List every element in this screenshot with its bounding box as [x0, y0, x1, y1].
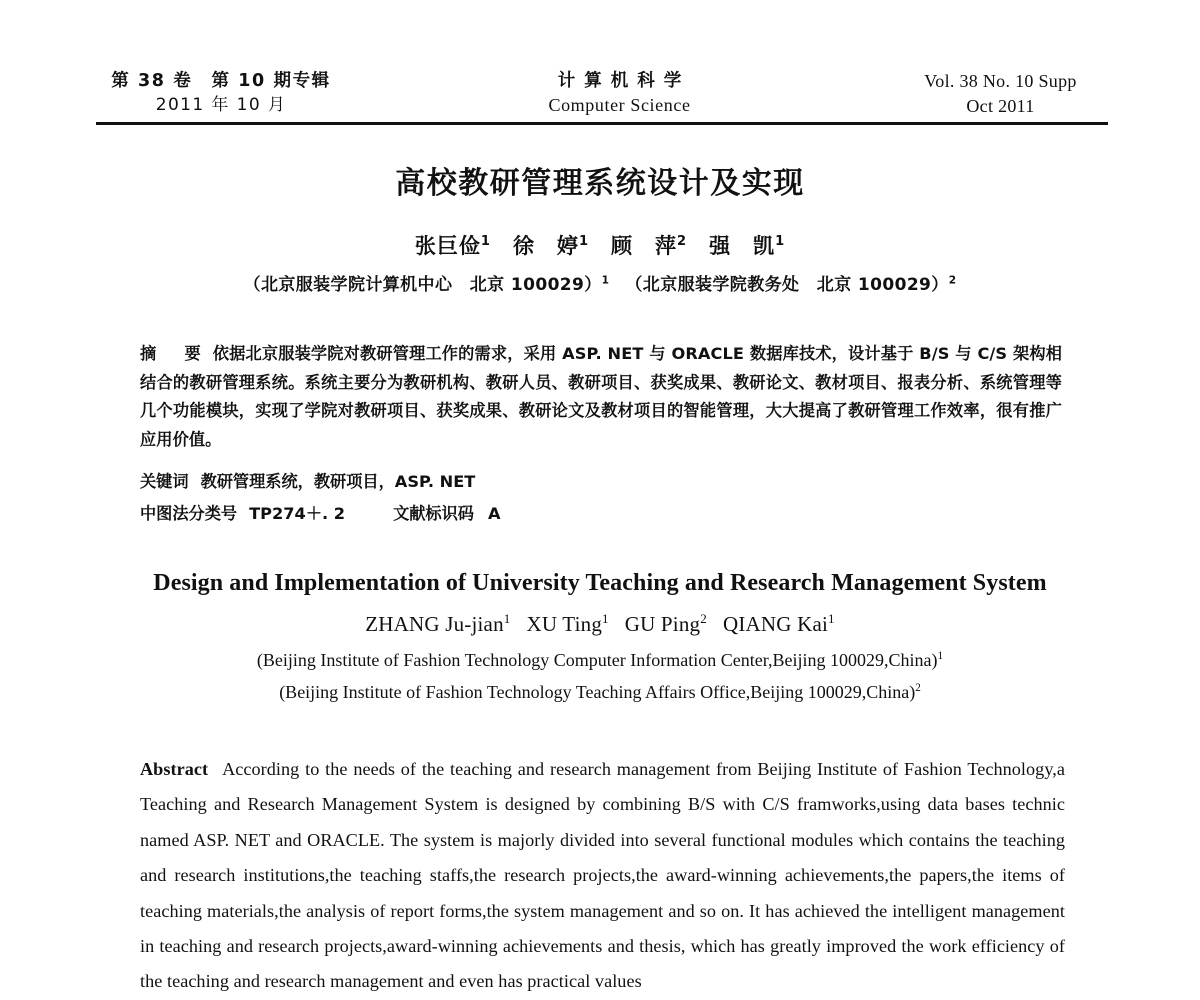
clc-value: TP274＋. 2: [249, 504, 346, 523]
author-en-1: ZHANG Ju-jian$^1$: [365, 611, 511, 636]
author-en-3-affil-marker: 2: [700, 611, 707, 626]
document-code-label: 文献标识码: [393, 504, 474, 523]
journal-running-head: [96, 70, 1108, 119]
author-cn-4-affil-marker: 1: [775, 234, 786, 249]
running-head-center: [500, 70, 740, 118]
author-cn-1: 张巨俭$^1$: [414, 234, 491, 258]
affiliation-en-2: [0, 682, 1200, 703]
running-head-left: [96, 70, 346, 117]
affiliation-cn-1-marker: 1: [601, 274, 610, 287]
header-divider-rule: [96, 122, 1108, 125]
abstract-cn-label: 摘 要: [140, 344, 207, 363]
journal-title-cn: 计算机科学: [557, 71, 691, 91]
clc-line: [140, 500, 501, 528]
keywords-cn: [140, 468, 475, 496]
author-en-3: GU Ping$^2$: [624, 611, 707, 636]
affiliation-en-1-text: (Beijing Institute of Fashion Technology Computer Information Center,Beijing 100029,China): [256, 650, 938, 670]
abstract-en: [140, 752, 1065, 1000]
author-en-1-affil-marker: 1: [503, 611, 511, 626]
keywords-cn-text: 教研管理系统，教研项目，ASP. NET: [200, 472, 476, 491]
abstract-cn: [140, 340, 1062, 454]
issue-date-en: Oct 2011: [966, 95, 1035, 116]
issue-date-cn: 2011 年 10 月: [155, 95, 287, 116]
affiliation-list-cn: [0, 270, 1200, 295]
affiliation-cn-2: （北京服装学院教务处 北京 100029）$^2$: [625, 274, 957, 295]
affiliation-en-1-marker: 1: [937, 650, 944, 662]
author-list-en: [0, 612, 1200, 637]
volume-issue-en: Vol. 38 No. 10 Supp: [924, 71, 1077, 91]
clc-label: 中图法分类号: [140, 504, 238, 523]
author-en-2: XU Ting$^1$: [526, 611, 609, 636]
abstract-en-text: According to the needs of the teaching and research management from Beijing Institute of Fashion Technology,a Teaching and Research Management System is designed by combining B/S with C/S framworks,using data bases technic named ASP. NET and ORACLE. The system is majorly divided into several functional modules which contains the teaching and research institutions,the teaching staffs,the research projects,the award-winning achievements,the papers,the items of teaching materials,the analysis of report forms,the system management and so on. It has achieved the intelligent management in teaching and research projects,award-winning achievements and thesis, which has greatly improved the work efficiency of the teaching and research management and even has practical values: [140, 759, 1065, 992]
author-cn-1-affil-marker: 1: [480, 234, 491, 249]
running-head-right: [893, 70, 1108, 119]
affiliation-cn-1: （北京服装学院计算机中心 北京 100029）$^1$: [243, 274, 610, 295]
affiliation-en-1: [0, 650, 1200, 671]
abstract-cn-text: 依据北京服装学院对教研管理工作的需求，采用 ASP. NET 与 ORACLE 数据库技术，设计基于 B/S 与 C/S 架构相结合的教研管理系统。系统主要分为教研机构、教研人员、教研项目、获奖成果、教研论文、教材项目、报表分析、系统管理等几个功能模块，实现了学院对教研项目、获奖成果、教研论文及教材项目的智能管理，大大提高了教研管理工作效率，很有推广应用价值。: [140, 344, 1063, 449]
author-en-4-affil-marker: 1: [828, 611, 835, 626]
journal-title-en: Computer Science: [548, 95, 691, 116]
article-title-cn: 高校教研管理系统设计及实现: [395, 166, 805, 201]
author-cn-4: 强 凯$^1$: [709, 234, 786, 258]
document-code-value: A: [488, 504, 501, 523]
author-cn-3: 顾 萍$^2$: [611, 234, 688, 258]
abstract-en-label: Abstract: [140, 759, 209, 779]
author-cn-2-affil-marker: 1: [578, 234, 589, 249]
author-cn-2: 徐 婷$^1$: [512, 234, 589, 258]
affiliation-en-2-text: (Beijing Institute of Fashion Technology Teaching Affairs Office,Beijing 100029,China): [279, 682, 916, 702]
article-title-en: Design and Implementation of University Teaching and Research Management System: [153, 570, 1047, 596]
author-cn-3-affil-marker: 2: [677, 234, 688, 249]
author-list-cn: [0, 230, 1200, 260]
affiliation-cn-2-marker: 2: [948, 274, 957, 287]
author-en-2-affil-marker: 1: [602, 611, 609, 626]
keywords-cn-label: 关键词: [140, 472, 189, 491]
volume-issue-cn: 第 38 卷 第 10 期专辑: [111, 71, 331, 91]
affiliation-en-2-marker: 2: [915, 682, 921, 694]
author-en-4: QIANG Kai$^1$: [722, 611, 835, 636]
